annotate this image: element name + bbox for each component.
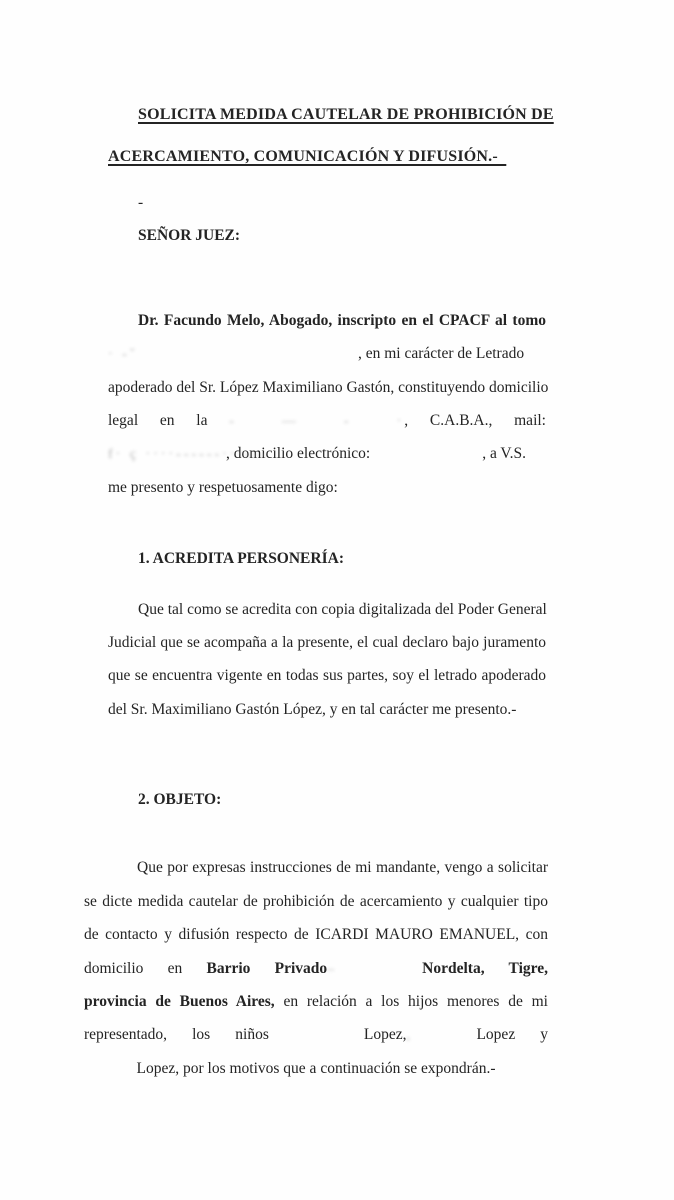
text-line: [138, 186, 674, 219]
text-run: Nordelta, Tigre,: [422, 959, 548, 977]
text-line: [138, 542, 674, 575]
text-run: Barrio Privado: [206, 959, 328, 977]
text-run: provincia de Buenos Aires,: [84, 993, 275, 1011]
text-run: Que tal como se acredita con copia digitalizada del Poder General: [138, 600, 547, 618]
text-line: [108, 371, 549, 404]
text-line: [84, 885, 548, 918]
text-line: [108, 626, 546, 659]
text-run: Lopez y: [476, 1026, 549, 1044]
redacted-text: [370, 443, 482, 459]
text-run: representado, los niños: [84, 1026, 269, 1044]
text-run: , domicilio electrónico:: [226, 445, 371, 463]
text-run: 1. ACREDITA PERSONERÍA:: [138, 550, 344, 568]
text-line: [138, 219, 674, 252]
redacted-text: [269, 1024, 364, 1040]
text-run: , en mi carácter de Letrado: [358, 345, 525, 363]
text-line: [84, 1052, 548, 1085]
text-run: se dicte medida cautelar de prohibición de acercamiento y cualquier tipo: [84, 892, 548, 910]
text-line: [84, 918, 548, 951]
text-run: SEÑOR JUEZ:: [138, 227, 241, 245]
redacted-text: ,: [406, 1028, 413, 1044]
text-run: domicilio en: [84, 959, 207, 977]
text-run: , a V.S.: [482, 445, 526, 463]
redacted-text: f· ç ····------···---: [108, 447, 269, 463]
text-run: Que por expresas instrucciones de mi mandante, vengo a solicitar: [137, 859, 548, 877]
text-line: [84, 851, 548, 884]
text-run: SOLICITA MEDIDA CAUTELAR DE PROHIBICIÓN DE: [138, 106, 554, 123]
text-run: Judicial que se acompaña a la presente, el cual declaro bajo juramento: [108, 633, 546, 651]
section-2-paragraph: [84, 851, 548, 1085]
redacted-text: - — - ·: [229, 413, 405, 429]
text-run: -: [138, 194, 144, 211]
introduction-paragraph: [108, 304, 549, 504]
text-line: [84, 985, 548, 1018]
text-run: 2. OBJETO:: [138, 791, 222, 809]
text-line: [108, 404, 546, 437]
text-run: de contacto y difusión respecto de ICARDI MAURO EMANUEL, con: [84, 926, 548, 944]
salutation: [138, 219, 674, 252]
section-2-heading: [138, 783, 674, 816]
text-run: legal en la: [108, 411, 230, 429]
text-line: [138, 783, 674, 816]
redacted-text: –: [327, 961, 338, 977]
text-run: , C.A.B.A., mail:: [404, 411, 546, 429]
text-run: Lopez, por los motivos que a continuación se expondrán.-: [136, 1059, 496, 1077]
text-line: [108, 437, 546, 470]
text-line: [108, 693, 546, 726]
text-run: del Sr. Maximiliano Gastón López, y en tal carácter me presento.-: [108, 700, 517, 718]
text-line: [108, 659, 546, 692]
redacted-text: · -˘: [108, 347, 138, 363]
text-run: que se encuentra vigente en todas sus partes, soy el letrado apoderado: [108, 667, 546, 685]
document-title: [108, 94, 554, 178]
text-line: [108, 136, 546, 178]
text-line: [108, 337, 546, 370]
section-1-heading: [138, 542, 674, 575]
text-line: [108, 471, 546, 504]
text-run: en relación a los hijos menores de mi: [274, 993, 548, 1011]
section-1-paragraph: [108, 593, 546, 727]
text-line: [108, 593, 546, 626]
text-run: me presento y respetuosamente digo:: [108, 478, 338, 496]
text-run: ACERCAMIENTO, COMUNICACIÓN Y DIFUSIÓN.-: [108, 148, 507, 165]
text-run: Lopez,: [363, 1026, 407, 1044]
text-line: [108, 94, 554, 136]
text-run: Dr. Facundo Melo, Abogado, inscripto en el CPACF al tomo: [138, 311, 546, 329]
text-run: apoderado del Sr. López Maximiliano Gastón, constituyendo domicilio: [108, 378, 549, 396]
text-line: [84, 952, 548, 985]
text-line: [108, 304, 546, 337]
text-line: [84, 1018, 548, 1051]
dash-line: [138, 186, 674, 219]
